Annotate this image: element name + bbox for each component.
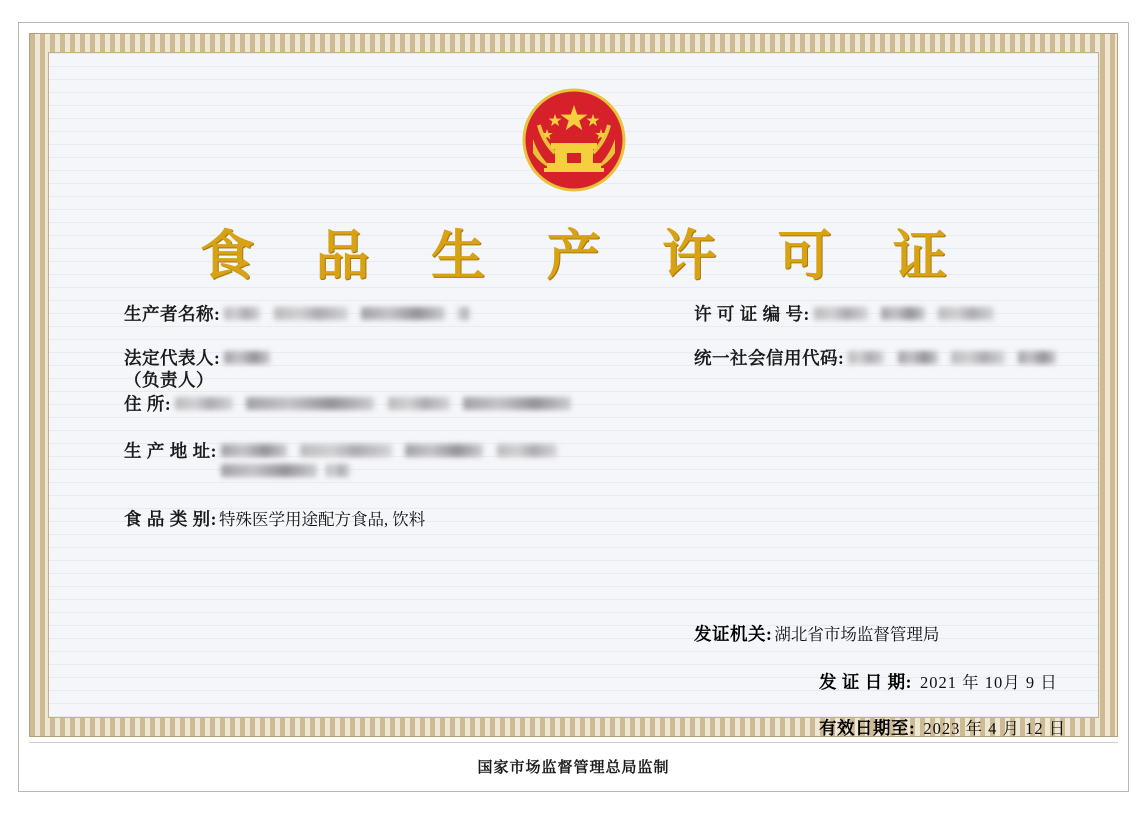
issue-date-value: 2021 年 10月 9 日 (919, 673, 1058, 692)
field-issue-date (819, 669, 1058, 694)
producer-name-label: 生产者名称: (124, 304, 221, 324)
production-address-label: 生 产 地 址: (124, 441, 217, 461)
legal-representative-sub-label: （负责人） (124, 370, 214, 390)
field-food-category (124, 506, 425, 531)
legal-representative-label: 法定代表人: (124, 348, 221, 368)
certificate-inner-panel (48, 52, 1099, 738)
credit-code-label: 统一社会信用代码: (694, 348, 845, 368)
certificate-title: 食 品 生 产 许 可 证 (200, 226, 971, 286)
expiry-date-label: 有效日期至: (819, 718, 916, 738)
legal-representative-value-redacted (220, 345, 275, 365)
food-category-label: 食 品 类 别: (124, 509, 217, 529)
certificate-outer-frame (18, 22, 1129, 792)
expiry-date-value: 2023 年 4 月 12 日 (923, 719, 1067, 738)
issue-date-label: 发 证 日 期: (819, 672, 912, 692)
license-number-label: 许 可 证 编 号: (694, 304, 810, 324)
issuing-authority-label: 发证机关: (694, 624, 773, 644)
certificate-fields (49, 301, 1098, 738)
field-producer-name (124, 301, 475, 326)
license-number-value-redacted (810, 301, 1000, 321)
field-production-address (124, 438, 647, 478)
residence-label: 住 所: (124, 394, 172, 414)
food-category-value: 特殊医学用途配方食品, 饮料 (218, 510, 426, 529)
field-legal-representative-sub (124, 367, 214, 392)
production-address-value-redacted (217, 438, 647, 478)
field-issuing-authority (694, 621, 939, 646)
national-emblem-icon (515, 81, 633, 199)
residence-value-redacted (171, 391, 576, 411)
producer-name-value-redacted (220, 301, 475, 321)
field-expiry-date (819, 715, 1066, 740)
credit-code-value-redacted (844, 345, 1061, 365)
issuing-authority-value: 湖北省市场监督管理局 (774, 625, 940, 644)
footer-divider (29, 742, 1118, 743)
field-license-number (694, 301, 999, 326)
field-residence (124, 391, 576, 416)
field-credit-code (694, 345, 1061, 370)
footer-note: 国家市场监督管理总局监制 (477, 760, 670, 776)
certificate-ornamental-border (29, 33, 1118, 737)
